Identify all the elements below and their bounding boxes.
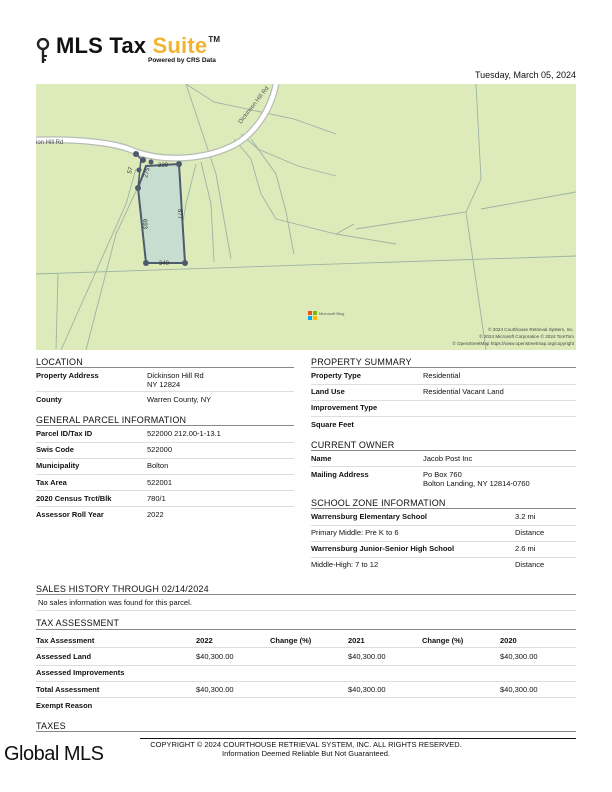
footer-rule bbox=[140, 738, 576, 739]
map-canvas bbox=[36, 84, 576, 350]
general-parcel-rule bbox=[36, 425, 294, 426]
tax-header-cell: Tax Assessment bbox=[36, 636, 95, 645]
location-title: LOCATION bbox=[36, 357, 83, 367]
tax-cell: $40,300.00 bbox=[348, 652, 386, 661]
dimension-label-south: 340 bbox=[159, 261, 170, 267]
tax-cell: $40,300.00 bbox=[196, 684, 234, 694]
tax-header-cell: Change (%) bbox=[270, 636, 312, 645]
row-divider bbox=[311, 557, 576, 558]
property-summary-row: Land Use Residential Vacant Land bbox=[311, 387, 504, 397]
tax-header-cell: 2022 bbox=[196, 636, 213, 645]
footer-copyright: COPYRIGHT © 2024 COURTHOUSE RETRIEVAL SYSTEM, INC. ALL RIGHTS RESERVED. Information Deemed Reliable But Not Guaranteed. bbox=[150, 740, 462, 758]
tax-cell: $40,300.00 bbox=[500, 652, 538, 661]
current-owner-rule bbox=[311, 450, 576, 451]
tax-cell: $40,300.00 bbox=[500, 684, 538, 694]
row-divider bbox=[36, 506, 294, 507]
row-divider bbox=[36, 665, 576, 666]
owner-row-name: Name Jacob Post Inc bbox=[311, 454, 473, 463]
brand-name: MLS Tax Suite™ bbox=[56, 33, 221, 58]
parcel-row: 2020 Census Trct/Blk 780/1 bbox=[36, 493, 166, 503]
location-row-county: County Warren County, NY bbox=[36, 395, 212, 404]
tax-row-label: Assessed Improvements bbox=[36, 668, 125, 678]
row-divider bbox=[36, 647, 576, 648]
property-summary-rule bbox=[311, 367, 576, 368]
row-divider bbox=[311, 384, 576, 385]
current-owner-title: CURRENT OWNER bbox=[311, 440, 395, 450]
tax-assessment-title: TAX ASSESSMENT bbox=[36, 618, 120, 628]
property-summary-title: PROPERTY SUMMARY bbox=[311, 357, 412, 367]
powered-by: Powered by CRS Data bbox=[148, 57, 216, 64]
school-zone-title: SCHOOL ZONE INFORMATION bbox=[311, 498, 446, 508]
tax-header-cell: Change (%) bbox=[422, 636, 464, 645]
parcel-row: Swis Code 522000 bbox=[36, 445, 173, 455]
report-date: Tuesday, March 05, 2024 bbox=[474, 70, 576, 80]
map-attribution-microsoft: © 2024 Microsoft Corporation © 2024 TomTom bbox=[479, 334, 574, 339]
tax-header-cell: 2020 bbox=[500, 636, 517, 645]
school-row: Primary Middle: Pre K to 6 Distance bbox=[311, 528, 545, 537]
row-divider bbox=[36, 610, 576, 611]
road-label-west: ion Hill Rd bbox=[36, 140, 64, 146]
taxes-title: TAXES bbox=[36, 721, 66, 731]
tax-assessment-rule bbox=[36, 629, 576, 630]
mls-tax-suite-logo bbox=[36, 30, 256, 70]
general-parcel-title: GENERAL PARCEL INFORMATION bbox=[36, 415, 187, 425]
parcel-row: Municipality Bolton bbox=[36, 461, 169, 471]
parcel-row: Tax Area 522001 bbox=[36, 477, 173, 487]
tax-cell: $40,300.00 bbox=[196, 652, 234, 661]
row-divider bbox=[311, 466, 576, 467]
row-divider bbox=[311, 416, 576, 417]
school-row: Warrensburg Elementary School 3.2 mi bbox=[311, 512, 536, 521]
map-attribution-osm: © OpenStreetMap https://www.openstreetmap.org/copyright bbox=[452, 341, 574, 346]
dimension-label-west: 693 bbox=[141, 219, 147, 230]
parcel-map bbox=[36, 84, 576, 350]
tax-row-label: Total Assessment bbox=[36, 684, 100, 694]
parcel-row: Assessor Roll Year 2022 bbox=[36, 510, 164, 519]
taxes-rule bbox=[36, 731, 576, 732]
row-divider bbox=[36, 391, 294, 392]
sales-history-title: SALES HISTORY THROUGH 02/14/2024 bbox=[36, 584, 209, 594]
sales-history-rule bbox=[36, 594, 576, 595]
tax-header-cell: 2021 bbox=[348, 636, 365, 645]
sales-history-note: No sales information was found for this parcel. bbox=[38, 598, 192, 607]
row-divider bbox=[36, 458, 294, 459]
row-divider bbox=[36, 681, 576, 682]
property-summary-row: Square Feet bbox=[311, 419, 354, 429]
dimension-label-corner: 57 bbox=[127, 166, 135, 175]
row-divider bbox=[36, 697, 576, 698]
dimension-label-east: 877 bbox=[176, 209, 182, 220]
row-divider bbox=[311, 400, 576, 401]
row-divider bbox=[36, 442, 294, 443]
location-rule bbox=[36, 367, 294, 368]
svg-text:Microsoft Bing: Microsoft Bing bbox=[319, 311, 345, 316]
school-row: Warrensburg Junior-Senior High School 2.6 mi bbox=[311, 544, 536, 553]
school-zone-rule bbox=[311, 508, 576, 509]
map-attribution-crs: © 2024 Courthouse Retrieval System, Inc. bbox=[488, 327, 574, 332]
row-divider bbox=[36, 490, 294, 491]
property-summary-row: Improvement Type bbox=[311, 403, 378, 413]
global-mls-logo: Global MLS bbox=[4, 743, 104, 765]
tax-cell: $40,300.00 bbox=[348, 684, 386, 694]
row-divider bbox=[311, 541, 576, 542]
road-label-east: Dickinson Hill Rd bbox=[237, 85, 271, 126]
row-divider bbox=[311, 525, 576, 526]
dimension-label-north: 239 bbox=[158, 163, 169, 169]
parcel-row: Parcel ID/Tax ID 522000 212.00-1-13.1 bbox=[36, 429, 221, 438]
owner-row-mailing: Mailing Address Po Box 760 Bolton Landing, NY 12814-0760 bbox=[311, 470, 530, 488]
school-row: Middle-High: 7 to 12 Distance bbox=[311, 560, 545, 569]
tax-row-label: Exempt Reason bbox=[36, 700, 93, 710]
row-divider bbox=[36, 474, 294, 475]
property-summary-row: Property Type Residential bbox=[311, 371, 461, 380]
dimension-label-northwest: 275 bbox=[143, 167, 152, 179]
key-icon bbox=[36, 38, 50, 64]
tax-row-label: Assessed Land bbox=[36, 652, 92, 661]
location-row-address: Property Address Dickinson Hill Rd NY 12824 bbox=[36, 371, 204, 389]
